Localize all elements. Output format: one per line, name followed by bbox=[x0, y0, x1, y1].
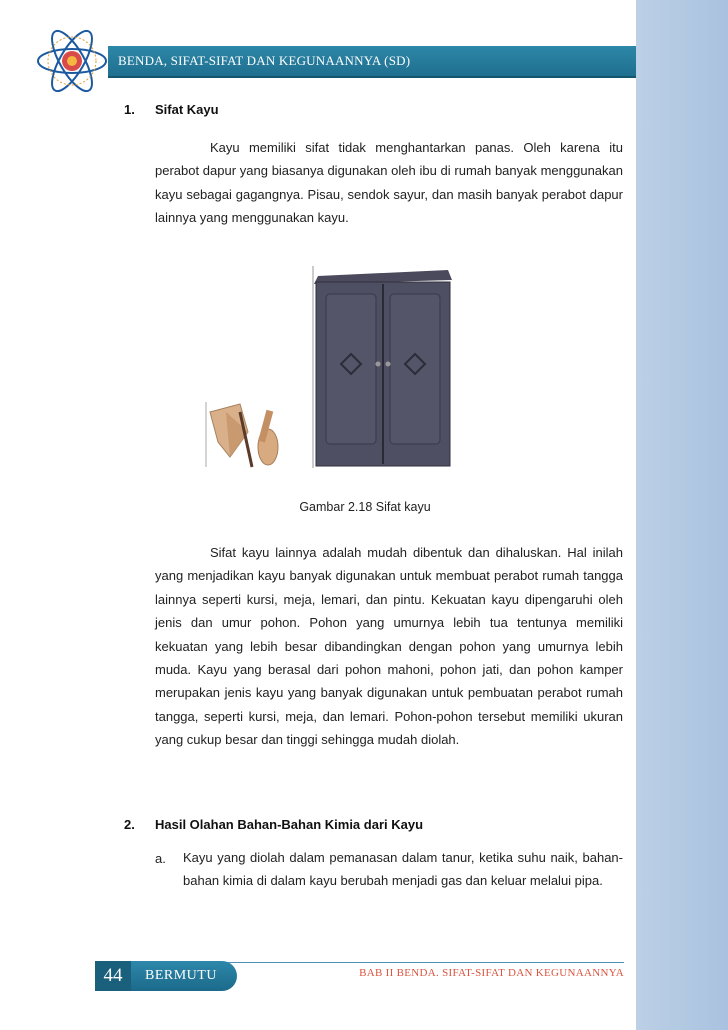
section-2-number: 2. bbox=[124, 817, 135, 832]
section-1-paragraph-2: Sifat kayu lainnya adalah mudah dibentuk dan dihaluskan. Hal inilah yang menjadikan kayu banyak digunakan untuk membuat perabot rumah tangga lainnya seperti kursi, meja, lemari, dan pintu. Kekuatan kayu dipengaruhi oleh jenis dan umur pohon. Pohon yang umurnya lebih tua tentunya memiliki kekuatan yang lebih besar dibandingkan dengan pohon yang umurnya lebih muda. Kayu yang berasal dari pohon mahoni, pohon jati, dan pohon kamper merupakan jenis kayu yang banyak digunakan untuk pembuatan perabot rumah tangga, seperti kursi, meja, dan lemari. Pohon-pohon tersebut memiliki ukuran yang cukup besar dan tinggi sehingga mudah diolah. bbox=[155, 545, 623, 748]
list-item-a-letter: a. bbox=[155, 851, 166, 866]
figure-sifat-kayu bbox=[200, 262, 470, 472]
list-item-a-text: Kayu yang diolah dalam pemanasan dalam tanur, ketika suhu naik, bahan-bahan kimia di dalam kayu berubah menjadi gas dan keluar melalui pipa. bbox=[183, 850, 623, 889]
page-number: 44 bbox=[95, 961, 131, 991]
section-1-title: Sifat Kayu bbox=[155, 102, 219, 117]
footer-brand: BERMUTU bbox=[145, 968, 217, 983]
figure-caption: Gambar 2.18 Sifat kayu bbox=[299, 500, 431, 514]
atom-logo bbox=[32, 26, 112, 96]
footer-chapter-title: BAB II BENDA. SIFAT-SIFAT DAN KEGUNAANNYA bbox=[359, 967, 624, 979]
section-1-paragraph-1: Kayu memiliki sifat tidak menghantarkan panas. Oleh karena itu perabot dapur yang biasanya digunakan oleh ibu di rumah banyak menggunakan kayu sebagai gagangnya. Pisau, sendok sayur, dan masih banyak perabot dapur lainnya yang menggunakan kayu. bbox=[155, 140, 623, 226]
figure-illustration bbox=[200, 262, 470, 472]
header-title: BENDA, SIFAT-SIFAT DAN KEGUNAANNYA (SD) bbox=[118, 53, 411, 68]
section-2-title: Hasil Olahan Bahan-Bahan Kimia dari Kayu bbox=[155, 817, 424, 832]
section-1-number: 1. bbox=[124, 102, 135, 117]
side-band bbox=[636, 0, 728, 1030]
